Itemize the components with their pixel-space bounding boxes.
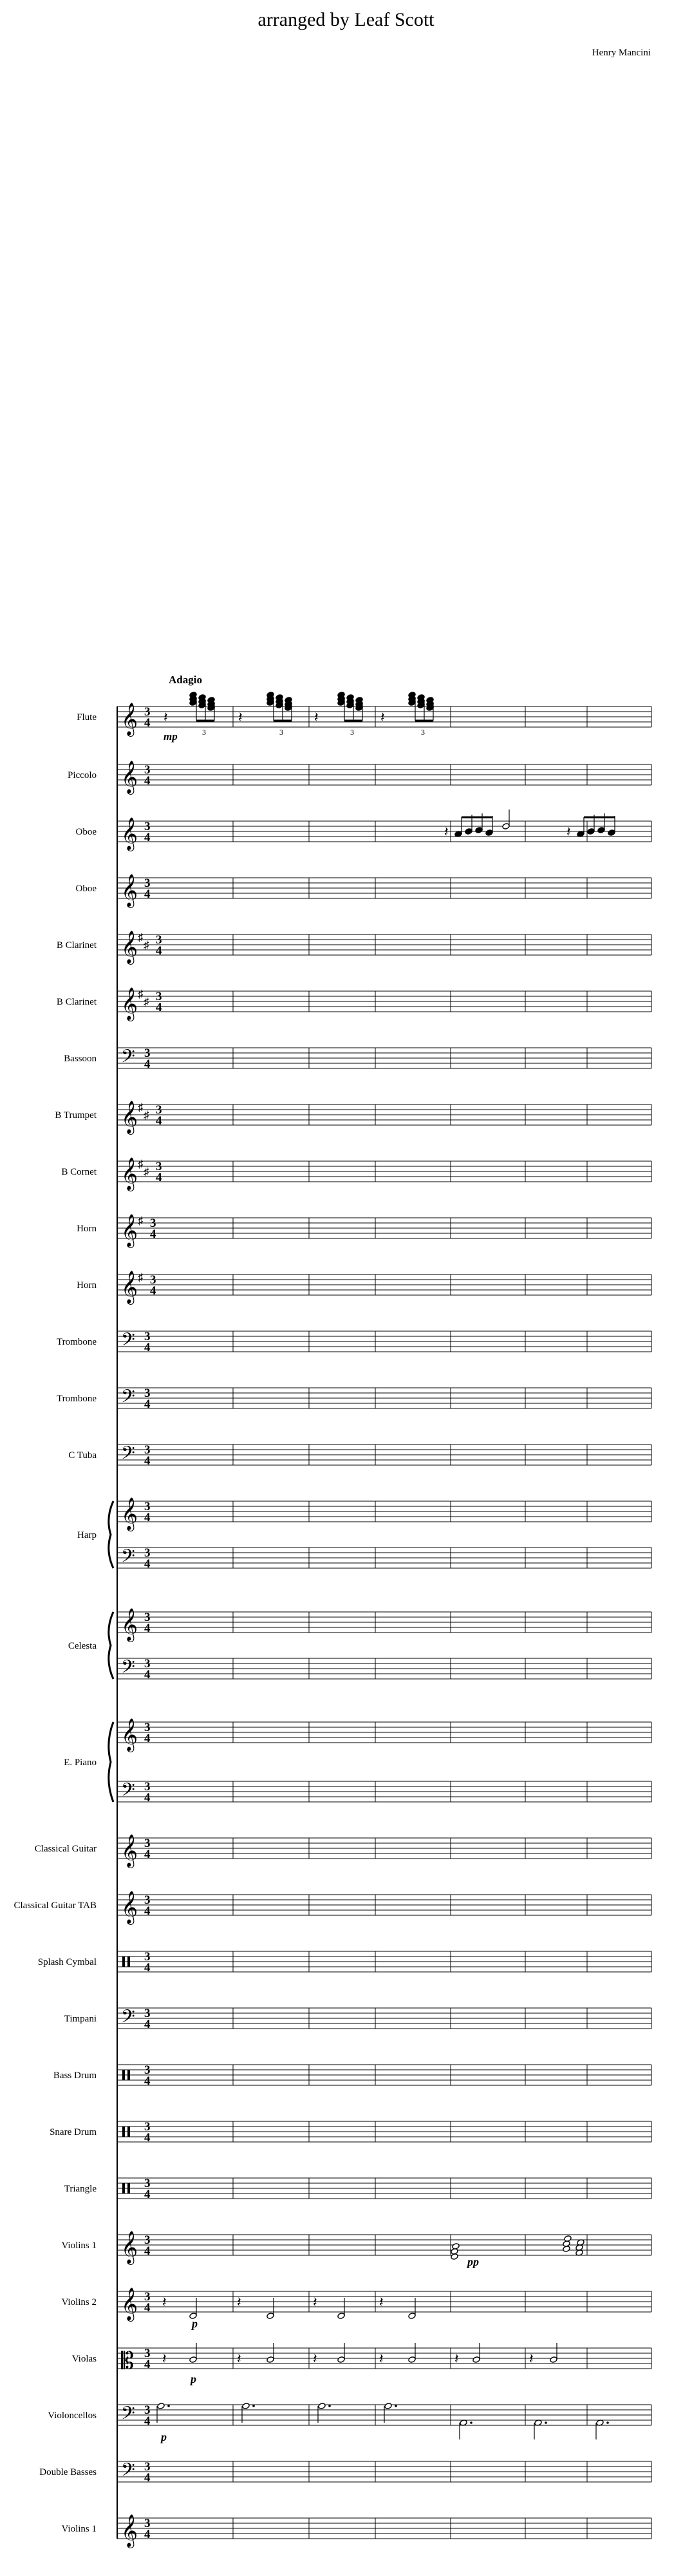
time-signature-top: 3	[144, 2290, 151, 2304]
staff	[117, 2518, 651, 2539]
key-signature-sharp: ♯	[138, 1271, 144, 1283]
treble-clef-icon: 𝄞	[121, 1835, 138, 1866]
dynamic-p: p	[192, 2317, 198, 2330]
note-head	[475, 827, 483, 834]
staff	[117, 2065, 651, 2085]
bass-clef-icon: 𝄢	[121, 1781, 135, 1804]
staff	[117, 2461, 651, 2482]
staff	[117, 1501, 651, 1522]
time-signature-top: 3	[144, 763, 151, 777]
treble-clef-icon: 𝄞	[121, 1498, 138, 1530]
note-head	[502, 823, 510, 830]
instrument-name: Double Basses	[39, 2467, 97, 2477]
time-signature-top: 3	[144, 1443, 151, 1457]
bass-clef-icon: 𝄢	[121, 2461, 135, 2485]
time-signature-bottom: 4	[144, 1057, 151, 1071]
quarter-rest-icon: 𝄽	[237, 2294, 241, 2310]
staff	[117, 2121, 651, 2142]
instrument-name: Harp	[77, 1530, 97, 1540]
bass-clef-icon: 𝄢	[121, 1547, 135, 1571]
staff	[117, 2178, 651, 2199]
augmentation-dot	[167, 2405, 170, 2407]
percussion-clef-icon	[127, 1956, 130, 1967]
time-signature-bottom: 4	[144, 1791, 151, 1804]
dynamic-p: p	[191, 2372, 196, 2385]
percussion-clef-icon	[122, 2070, 125, 2080]
instrument-name: Snare Drum	[50, 2127, 97, 2137]
treble-clef-icon: 𝄞	[121, 1158, 138, 1189]
alto-clef-icon: 𝄡	[121, 2348, 135, 2374]
time-signature-bottom: 4	[144, 1341, 151, 1354]
time-signature-top: 3	[144, 2347, 151, 2360]
time-signature-top: 3	[156, 990, 162, 1003]
time-signature-top: 3	[144, 1950, 151, 1964]
time-signature-top: 3	[144, 2063, 151, 2077]
treble-clef-icon: 𝄞	[121, 2515, 138, 2546]
treble-clef-icon: 𝄞	[121, 1609, 138, 1640]
time-signature-bottom: 4	[144, 2244, 151, 2258]
instrument-name: Horn	[77, 1280, 97, 1291]
percussion-clef-icon	[127, 2070, 130, 2080]
instrument-name: Classical Guitar TAB	[14, 1900, 97, 1911]
key-signature-sharp: ♯	[138, 1101, 144, 1113]
tuplet-label: 3	[202, 728, 206, 737]
note-head	[408, 2356, 416, 2363]
dynamic-p: p	[161, 2430, 167, 2443]
augmentation-dot	[470, 2421, 472, 2424]
time-signature-top: 3	[144, 2120, 151, 2134]
augmentation-dot	[328, 2405, 331, 2407]
augmentation-dot	[545, 2421, 547, 2424]
time-signature-top: 3	[156, 1160, 162, 1173]
bass-clef-icon: 𝄢	[121, 1658, 135, 1681]
instrument-name: C Tuba	[68, 1450, 97, 1461]
key-signature-sharp: ♯	[138, 931, 144, 943]
staff	[117, 1951, 651, 1972]
note-head	[408, 2313, 416, 2320]
percussion-clef-icon	[122, 1956, 125, 1967]
note-head	[157, 2403, 165, 2410]
note-head	[564, 2235, 572, 2242]
note-head	[472, 2356, 480, 2363]
time-signature-bottom: 4	[156, 1171, 162, 1184]
instrument-name: Horn	[77, 1224, 97, 1234]
time-signature-top: 3	[144, 1046, 151, 1060]
note-head	[267, 2313, 274, 2320]
instrument-name: Piccolo	[68, 770, 97, 781]
treble-clef-icon: 𝄞	[121, 931, 138, 963]
quarter-rest-icon: 𝄽	[380, 709, 385, 725]
instrument-name: Bass Drum	[53, 2070, 97, 2081]
key-signature-sharp: ♯	[144, 1166, 149, 1178]
treble-clef-icon: 𝄞	[121, 2231, 138, 2263]
time-signature-top: 3	[144, 1780, 151, 1794]
staff	[117, 1444, 651, 1465]
key-signature-sharp: ♯	[144, 939, 149, 951]
quarter-rest-icon: 𝄽	[164, 709, 168, 725]
time-signature-bottom: 4	[144, 2528, 151, 2541]
time-signature-bottom: 4	[144, 2131, 151, 2145]
bass-clef-icon: 𝄢	[121, 1387, 135, 1411]
staff	[117, 878, 651, 898]
note-head	[597, 827, 605, 834]
instrument-name: Oboe	[75, 827, 97, 837]
time-signature-bottom: 4	[144, 2358, 151, 2371]
time-signature-top: 3	[144, 876, 151, 890]
instrument-name: Timpani	[64, 2014, 97, 2024]
time-signature-bottom: 4	[156, 1114, 162, 1128]
treble-clef-icon: 𝄞	[121, 1101, 138, 1133]
time-signature-top: 3	[144, 2007, 151, 2020]
percussion-clef-icon	[122, 2183, 125, 2193]
tuplet-label: 3	[421, 728, 425, 737]
quarter-rest-icon: 𝄽	[313, 2351, 317, 2367]
time-signature-top: 3	[144, 2403, 151, 2417]
bass-clef-icon: 𝄢	[121, 1444, 135, 1468]
note-head	[242, 2403, 250, 2410]
time-signature-bottom: 4	[144, 2471, 151, 2485]
time-signature-top: 3	[144, 1546, 151, 1560]
instrument-name: B Trumpet	[55, 1110, 97, 1121]
instrument-name: Violins 1	[61, 2240, 97, 2251]
note-head	[452, 2243, 460, 2250]
staff	[117, 1161, 651, 1182]
quarter-rest-icon: 𝄽	[379, 2351, 384, 2367]
time-signature-bottom: 4	[144, 1557, 151, 1571]
staff	[117, 1781, 651, 1802]
quarter-rest-icon: 𝄽	[238, 709, 243, 725]
time-signature-bottom: 4	[144, 1511, 151, 1524]
time-signature-bottom: 4	[144, 1622, 151, 1635]
staff	[117, 2348, 651, 2369]
time-signature-top: 3	[150, 1217, 156, 1230]
instrument-name: Classical Guitar	[34, 1844, 97, 1854]
instrument-name: Flute	[77, 712, 97, 723]
treble-clef-icon: 𝄞	[121, 1215, 138, 1246]
staff	[117, 1612, 651, 1633]
staff	[117, 1388, 651, 1408]
treble-clef-icon: 𝄞	[121, 1719, 138, 1750]
instrument-name: Trombone	[57, 1394, 97, 1404]
time-signature-top: 3	[144, 2233, 151, 2247]
percussion-clef-icon	[127, 2183, 130, 2193]
staff	[117, 764, 651, 785]
augmentation-dot	[606, 2421, 609, 2424]
time-signature-bottom: 4	[144, 1454, 151, 1468]
treble-clef-icon: 𝄞	[121, 2288, 138, 2320]
grand-staff-brace	[109, 1501, 113, 1568]
grand-staff-brace	[109, 1612, 113, 1679]
time-signature-bottom: 4	[150, 1284, 156, 1298]
time-signature-bottom: 4	[144, 831, 151, 844]
time-signature-bottom: 4	[144, 1848, 151, 1861]
instrument-name: Oboe	[75, 884, 97, 894]
time-signature-bottom: 4	[144, 1732, 151, 1745]
quarter-rest-icon: 𝄽	[314, 709, 319, 725]
time-signature-top: 3	[144, 820, 151, 833]
time-signature-top: 3	[144, 1611, 151, 1624]
key-signature-sharp: ♯	[138, 988, 144, 1000]
bass-clef-icon: 𝄢	[121, 1331, 135, 1354]
quarter-rest-icon: 𝄽	[162, 2294, 167, 2310]
note-head	[337, 2313, 345, 2320]
time-signature-bottom: 4	[144, 2301, 151, 2315]
time-signature-top: 3	[144, 1500, 151, 1513]
time-signature-top: 3	[144, 1837, 151, 1850]
instrument-name: Trombone	[57, 1337, 97, 1347]
quarter-rest-icon: 𝄽	[379, 2294, 384, 2310]
time-signature-bottom: 4	[144, 774, 151, 788]
tuplet-label: 3	[279, 728, 283, 737]
time-signature-bottom: 4	[156, 944, 162, 958]
staff	[117, 821, 651, 842]
percussion-clef-icon	[122, 2126, 125, 2137]
key-signature-sharp: ♯	[144, 1109, 149, 1121]
instrument-name: Triangle	[64, 2184, 97, 2194]
treble-clef-icon: 𝄞	[121, 703, 138, 735]
instrument-name: Splash Cymbal	[37, 1957, 97, 1967]
bass-clef-icon: 𝄢	[121, 2007, 135, 2031]
composer-credit: Henry Mancini	[592, 48, 651, 58]
note-head	[267, 2356, 274, 2363]
quarter-rest-icon: 𝄽	[237, 2351, 241, 2367]
time-signature-bottom: 4	[156, 1001, 162, 1014]
note-head	[189, 2356, 197, 2363]
bass-clef-icon: 𝄢	[121, 2404, 135, 2428]
score-title: arranged by Leaf Scott	[257, 9, 435, 30]
dynamic-pp: pp	[467, 2255, 479, 2268]
staff	[117, 991, 651, 1012]
treble-clef-icon: 𝄞	[121, 988, 138, 1019]
bass-clef-icon: 𝄢	[121, 1047, 135, 1071]
time-signature-bottom: 4	[144, 1668, 151, 1681]
time-signature-top: 3	[144, 1387, 151, 1400]
time-signature-bottom: 4	[144, 2414, 151, 2428]
staff	[117, 2008, 651, 2029]
time-signature-bottom: 4	[144, 1961, 151, 1975]
note-head	[608, 829, 615, 837]
quarter-rest-icon: 𝄽	[454, 2351, 459, 2367]
note-head	[337, 2356, 345, 2363]
time-signature-top: 3	[156, 933, 162, 947]
instrument-name: E. Piano	[64, 1757, 97, 1768]
time-signature-top: 3	[144, 2177, 151, 2190]
staff	[117, 2291, 651, 2312]
quarter-rest-icon: 𝄽	[566, 824, 571, 840]
staff	[117, 1274, 651, 1295]
treble-clef-icon: 𝄞	[121, 818, 138, 849]
time-signature-top: 3	[144, 705, 151, 719]
instrument-name: Violins 2	[61, 2297, 97, 2307]
quarter-rest-icon: 𝄽	[313, 2294, 317, 2310]
instrument-name: B Clarinet	[56, 997, 97, 1007]
time-signature-top: 3	[144, 1721, 151, 1734]
treble-clef-icon: 𝄞	[121, 761, 138, 793]
key-signature-sharp: ♯	[144, 996, 149, 1008]
staff	[117, 1218, 651, 1238]
quarter-rest-icon: 𝄽	[162, 2351, 167, 2367]
time-signature-top: 3	[144, 1330, 151, 1343]
note-head	[465, 828, 472, 835]
time-signature-top: 3	[144, 2517, 151, 2530]
treble-clef-icon: 𝄞	[121, 875, 138, 906]
instrument-name: B Cornet	[61, 1167, 97, 1177]
key-signature-sharp: ♯	[138, 1158, 144, 1170]
time-signature-bottom: 4	[144, 1397, 151, 1411]
note-head	[485, 829, 493, 837]
time-signature-top: 3	[150, 1273, 156, 1287]
note-head	[587, 828, 595, 835]
staff	[117, 1548, 651, 1568]
staff	[117, 1048, 651, 1068]
augmentation-dot	[395, 2405, 397, 2407]
time-signature-top: 3	[144, 1893, 151, 1907]
time-signature-top: 3	[156, 1103, 162, 1117]
staff	[117, 934, 651, 955]
note-head	[318, 2403, 326, 2410]
time-signature-bottom: 4	[144, 2074, 151, 2088]
time-signature-top: 3	[144, 2460, 151, 2474]
quarter-rest-icon: 𝄽	[529, 2351, 534, 2367]
treble-clef-icon: 𝄞	[121, 1891, 138, 1923]
treble-clef-icon: 𝄞	[121, 1271, 138, 1303]
instrument-name: Celesta	[68, 1641, 97, 1651]
staff	[117, 1331, 651, 1352]
instrument-name: Bassoon	[64, 1054, 97, 1064]
tuplet-label: 3	[350, 728, 354, 737]
staff	[117, 1895, 651, 1915]
instrument-name: Violins 1	[61, 2524, 97, 2534]
instrument-name: Violas	[71, 2354, 97, 2364]
time-signature-bottom: 4	[150, 1227, 156, 1241]
staff	[117, 1838, 651, 1859]
augmentation-dot	[252, 2405, 255, 2407]
time-signature-bottom: 4	[144, 2018, 151, 2031]
key-signature-sharp: ♯	[138, 1215, 144, 1227]
note-head	[550, 2356, 557, 2363]
quarter-rest-icon: 𝄽	[444, 824, 449, 840]
percussion-clef-icon	[127, 2126, 130, 2137]
staff	[117, 1104, 651, 1125]
time-signature-bottom: 4	[144, 887, 151, 901]
time-signature-top: 3	[144, 1657, 151, 1671]
instrument-name: Violoncellos	[48, 2410, 97, 2421]
tempo-marking: Adagio	[169, 674, 202, 686]
time-signature-bottom: 4	[144, 716, 151, 730]
staff	[117, 1658, 651, 1679]
time-signature-bottom: 4	[144, 2188, 151, 2201]
instrument-name: B Clarinet	[56, 940, 97, 951]
staff	[117, 1722, 651, 1743]
dynamic-mp: mp	[164, 730, 178, 743]
grand-staff-brace	[109, 1722, 113, 1802]
time-signature-bottom: 4	[144, 1904, 151, 1918]
note-head	[384, 2403, 392, 2410]
